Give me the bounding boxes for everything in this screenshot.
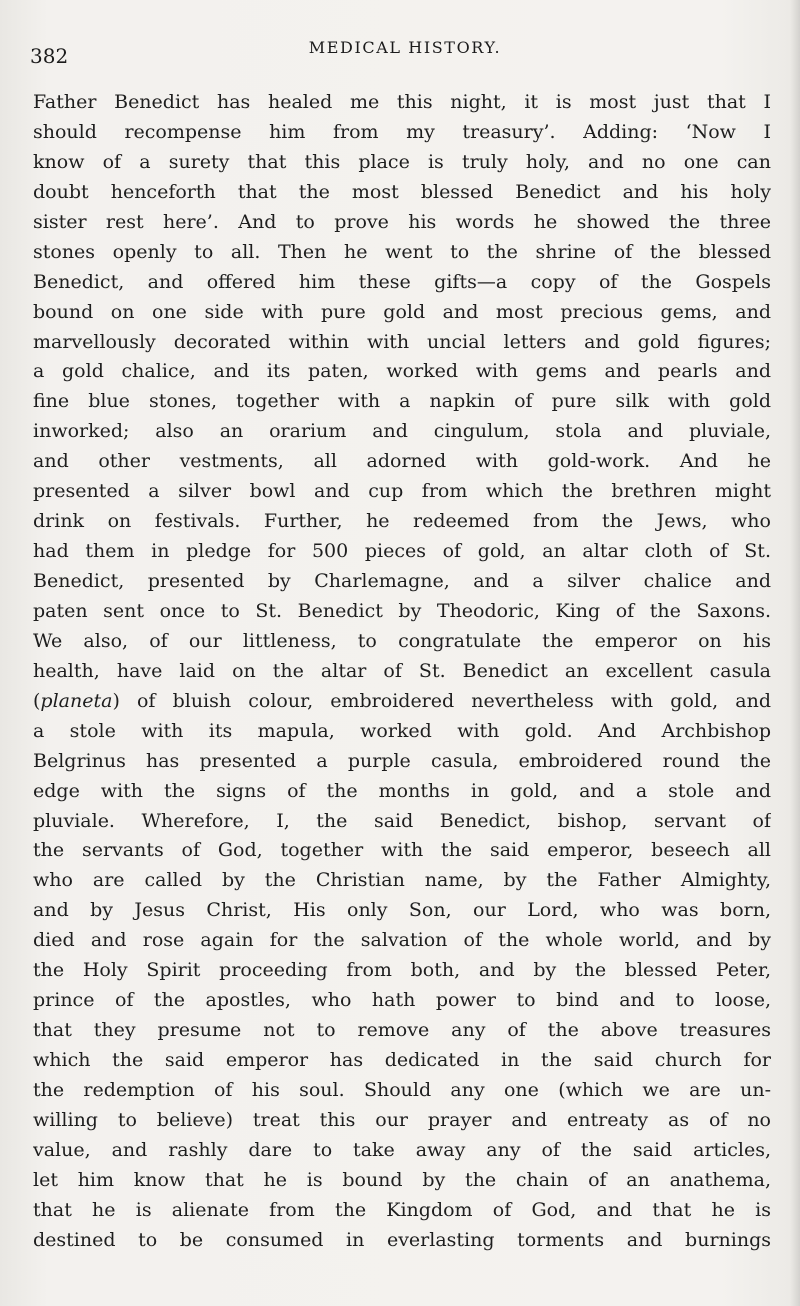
text-line: the servants of God, together with the said emperor, beseech all [33,839,771,862]
text-line: health, have laid on the altar of St. Benedict an excellent casula [33,659,771,682]
text-line: and by Jesus Christ, His only Son, our Lord, who was born, [33,899,771,922]
running-head: MEDICAL HISTORY. [308,38,502,57]
text-line: We also, of our littleness, to congratulate the emperor on his [33,629,771,652]
text-line: Father Benedict has healed me this night, it is most just that I [33,91,771,113]
text-line: sister rest here’. And to prove his words he showed the three [33,210,771,233]
text-line: destined to be consumed in everlasting torments and burnings [33,1228,771,1251]
text-line: drink on festivals. Further, he redeemed from the Jews, who [33,510,771,533]
text-line: inworked; also an orarium and cingulum, stola and pluviale, [33,420,771,443]
text-line: had them in pledge for 500 pieces of gold, an altar cloth of St. [33,540,771,563]
text-line: pluviale. Wherefore, I, the said Benedict, bishop, servant of [33,809,771,832]
text-line: died and rose again for the salvation of the whole world, and by [33,929,771,952]
text-line: which the said emperor has dedicated in the said church for [33,1049,771,1071]
text-line: paten sent once to St. Benedict by Theodoric, King of the Saxons. [33,599,771,622]
text-line: the redemption of his soul. Should any one (which we are un- [33,1078,771,1101]
text-line: let him know that he is bound by the chain of an anathema, [33,1168,771,1191]
text-line: marvellously decorated within with uncial letters and gold figures; [33,330,771,353]
text-line: fine blue stones, together with a napkin of pure silk with gold [33,390,771,413]
text-line: Benedict, and offered him these gifts—a copy of the Gospels [33,270,771,293]
text-line: and other vestments, all adorned with gold-work. And he [33,450,771,473]
text-line: Benedict, presented by Charlemagne, and a silver chalice and [33,570,771,592]
page-edge-shadow [790,0,800,1306]
text-line: a stole with its mapula, worked with gold. And Archbishop [33,719,771,742]
text-line: should recompense him from my treasury’. Adding: ‘Now I [33,120,771,143]
page-number: 382 [30,44,69,68]
text-line: willing to believe) treat this our prayer and entreaty as of no [33,1108,771,1131]
text-line: that he is alienate from the Kingdom of God, and that he is [33,1198,771,1221]
text-line: stones openly to all. Then he went to the shrine of the blessed [33,240,771,263]
body-text [33,88,771,1256]
text-line: presented a silver bowl and cup from which the brethren might [33,480,771,503]
text-line: a gold chalice, and its paten, worked with gems and pearls and [33,360,771,383]
text-line: who are called by the Christian name, by the Father Almighty, [33,869,771,892]
text-line: value, and rashly dare to take away any of the said articles, [33,1138,771,1161]
text-line: Belgrinus has presented a purple casula, embroidered round the [33,749,771,772]
text-line: (planeta) of bluish colour, embroidered nevertheless with gold, and [33,689,771,712]
text-line: doubt henceforth that the most blessed Benedict and his holy [33,180,771,203]
text-line: the Holy Spirit proceeding from both, and by the blessed Peter, [33,959,771,982]
text-line: that they presume not to remove any of the above treasures [33,1019,771,1042]
text-line: bound on one side with pure gold and most precious gems, and [33,300,771,323]
text-line: prince of the apostles, who hath power to bind and to loose, [33,989,771,1012]
text-line: know of a surety that this place is truly holy, and no one can [33,150,771,173]
text-line: edge with the signs of the months in gold, and a stole and [33,779,771,802]
